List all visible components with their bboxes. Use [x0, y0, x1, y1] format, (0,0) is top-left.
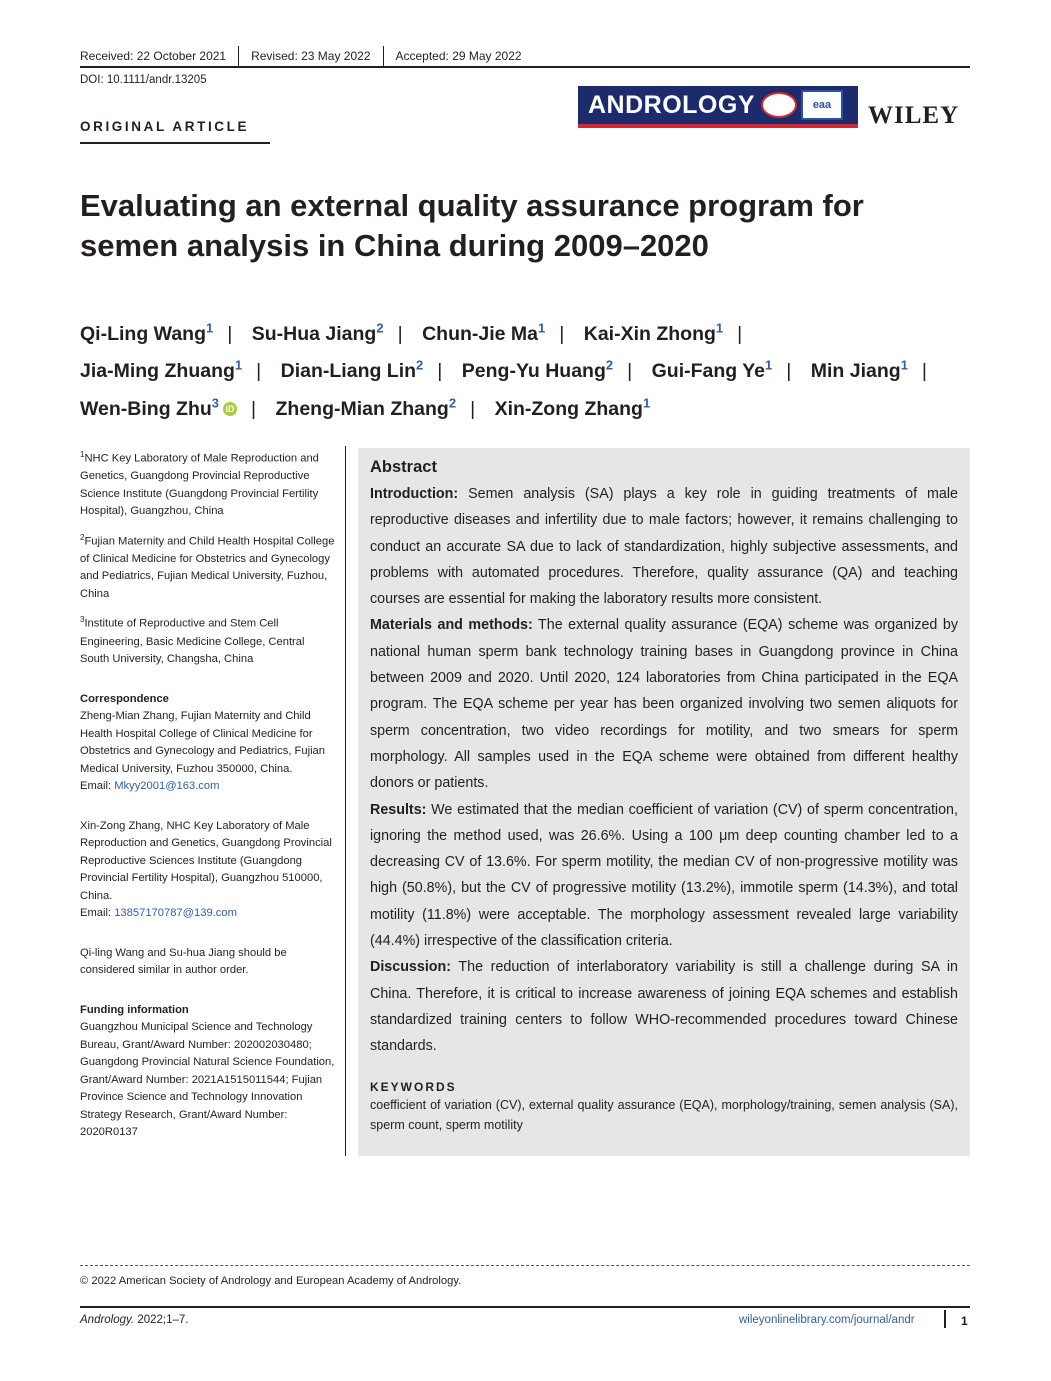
abstract-results: Results: We estimated that the median coefficient of variation (CV) of sperm concentration, ignoring the method used, was 26.6%. Using a 100 μm deep counting chamber led to a decreasing CV of 13.6%. For sperm motility, the median CV of non-progressive motility was high (50.8%), but the CV of progressive motility (13.2%), immotile sperm (14.3%), and total motility (11.8%) were acceptable. The morphology assessment revealed large variability (44.4%) irrespective of the classification criteria. — [370, 801, 958, 950]
abstract-box — [358, 448, 970, 1156]
footer-rule — [80, 1306, 970, 1308]
abstract-discussion: Discussion: The reduction of interlaboratory variability is still a challenge during SA in China. Therefore, it is critical to increase awareness of joining EQA schemes and establish standardized training centers to follow WHO-recommended procedures toward Chinese standards. — [370, 959, 958, 1055]
keywords: coefficient of variation (CV), external quality assurance (EQA), morphology/training, semen analysis (SA), sperm count, sperm motility — [370, 1097, 958, 1132]
accepted-date: Accepted: 29 May 2022 — [395, 49, 522, 63]
doi: DOI: 10.1111/andr.13205 — [80, 74, 207, 86]
correspondence-entry: Xin-Zong Zhang, NHC Key Laboratory of Male Reproduction and Genetics, Guangdong Provincial Reproductive Sciences Institute (Guangdong Provincial Fertility Hospital), Guangzhou 510000, China. Email: 13857170787@139.com — [80, 819, 332, 920]
author[interactable]: Peng-Yu Huang$^2$ — [461, 357, 614, 382]
publication-dates — [80, 46, 522, 66]
abstract-introduction: Introduction: Semen analysis (SA) plays a key role in guiding treatments of male reproductive diseases and infertility due to male factors; however, it remains challenging to conduct an accurate SA due to lack of standardization, highly subjective assessments, and problems with automated procedures. Therefore, quality assurance (QA) and teaching courses are essential for making the laboratory results more consistent. — [370, 486, 958, 608]
author[interactable]: Wen-Bing Zhu$^3$ iD — [80, 398, 237, 420]
author[interactable]: Zheng-Mian Zhang$^2$ — [275, 395, 457, 420]
publisher-logo[interactable]: WILEY — [868, 102, 960, 129]
article-type-rule — [80, 142, 270, 144]
journal-banner[interactable] — [578, 86, 858, 128]
correspondence-entry: Zheng-Mian Zhang, Fujian Maternity and Child Health Hospital College of Clinical Medicine for Obstetrics and Gynecology and Pediatrics, Fujian Medical University, Fuzhou 350000, China. Email: Mkyy2001@163.com — [80, 710, 326, 793]
affiliation: $^1$NHC Key Laboratory of Male Reproduction and Genetics, Guangdong Provincial Reproductive Science Institute (Guangdong Provincial Fertility Hospital), Guangzhou, China — [80, 450, 319, 518]
author[interactable]: Qi-Ling Wang$^1$ — [80, 320, 214, 345]
affiliation: $^2$Fujian Maternity and Child Health Hospital College of Clinical Medicine for Obstetrics and Gynecology and Pediatrics, Fujian Medical University, Fuzhou, China — [80, 532, 335, 600]
funding-text: Guangzhou Municipal Science and Technology Bureau, Grant/Award Number: 202002030480; Guangdong Provincial Natural Science Foundation, Grant/Award Number: 2021A1515011544; Fujian Province Science and Technology Innovation Strategy Research, Grant/Award Number: 2020R0137 — [80, 1021, 335, 1139]
page-number: 1 — [961, 1314, 968, 1328]
revised-date: Revised: 23 May 2022 — [251, 49, 371, 63]
orcid-icon[interactable]: iD — [223, 402, 237, 416]
funding-heading: Funding information — [80, 1003, 189, 1016]
abstract-heading: Abstract — [370, 458, 437, 476]
divider — [383, 46, 384, 66]
footer-dashed-rule — [80, 1265, 970, 1266]
affiliation: $^3$Institute of Reproductive and Stem Cell Engineering, Basic Medicine College, Central South University, Changsha, China — [80, 615, 305, 666]
copyright: © 2022 American Society of Andrology and European Academy of Andrology. — [80, 1275, 462, 1287]
header-rule — [80, 66, 970, 68]
abstract-methods: Materials and methods: The external quality assurance (EQA) scheme was organized by national human sperm bank technology training bases in Guangdong province in China between 2009 and 2020. Until 2020, 124 laboratories from China participated in the EQA program. The EQA scheme per year has been organized involving two semen aliquots for sperm concentration, two video recordings for motility, and two smears for sperm morphology. All samples used in the EQA scheme were obtained from different healthy donors or patients. — [370, 617, 958, 792]
citation: Andrology. 2022;1–7. — [80, 1314, 189, 1326]
journal-url-link[interactable]: wileyonlinelibrary.com/journal/andr — [739, 1314, 915, 1326]
author[interactable]: Gui-Fang Ye$^1$ — [651, 357, 773, 382]
author[interactable]: Su-Hua Jiang$^2$ — [251, 320, 384, 345]
correspondence-heading: Correspondence — [80, 692, 169, 705]
asa-logo-icon — [761, 92, 797, 118]
eaa-logo-icon: eaa — [801, 90, 843, 120]
author-list: Qi-Ling Wang$^1$ | Su-Hua Jiang$^2$ | Chun-Jie Ma$^1$ | Kai-Xin Zhong$^1$ | Jia-Ming Zhuang$^1$ | Dian-Liang Lin$^2$ | Peng-Yu Huang$^2$ | Gui-Fang Ye$^1$ | Min Jiang$^1$ | Wen-Bing Zhu$^3$ iD | Zheng-Mian Zhang$^2$ | Xin-Zong Zhang$^1$ — [80, 320, 927, 420]
article-title: Evaluating an external quality assurance program for semen analysis in China during 2009–2020 — [80, 188, 864, 263]
author[interactable]: Min Jiang$^1$ — [810, 357, 908, 382]
received-date: Received: 22 October 2021 — [80, 49, 227, 63]
keywords-heading: KEYWORDS — [370, 1079, 457, 1094]
column-divider — [345, 446, 346, 1156]
author[interactable]: Chun-Jie Ma$^1$ — [422, 320, 546, 345]
footer-divider — [944, 1310, 946, 1328]
journal-name: ANDROLOGY — [588, 90, 755, 119]
article-type: ORIGINAL ARTICLE — [80, 119, 250, 134]
email-link[interactable]: 13857170787@139.com — [114, 907, 237, 920]
author[interactable]: Dian-Liang Lin$^2$ — [280, 357, 424, 382]
author-order-note: Qi-ling Wang and Su-hua Jiang should be considered similar in author order. — [80, 946, 287, 977]
email-link[interactable]: Mkyy2001@163.com — [114, 780, 220, 793]
author[interactable]: Jia-Ming Zhuang$^1$ — [80, 357, 243, 382]
author[interactable]: Xin-Zong Zhang$^1$ — [494, 395, 651, 420]
divider — [238, 46, 239, 66]
author[interactable]: Kai-Xin Zhong$^1$ — [583, 320, 724, 345]
article-info-column — [80, 446, 335, 1150]
